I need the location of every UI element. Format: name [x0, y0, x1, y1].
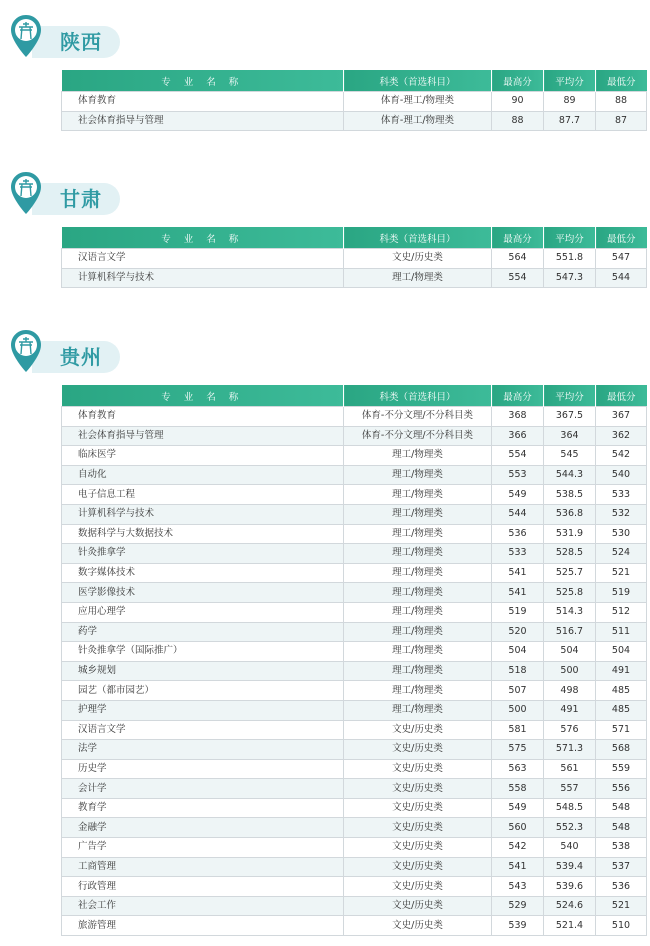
- major-cell: 体育教育: [62, 407, 344, 427]
- max-score-cell: 519: [492, 602, 544, 622]
- avg-score-cell: 552.3: [544, 818, 596, 838]
- category-cell: 文史/历史类: [344, 720, 492, 740]
- avg-score-cell: 576: [544, 720, 596, 740]
- table-header-row: [62, 70, 647, 92]
- max-score-cell: 541: [492, 583, 544, 603]
- major-cell: 城乡规划: [62, 661, 344, 681]
- table-row: [62, 838, 647, 858]
- min-score-cell: 485: [596, 681, 647, 701]
- category-cell: 理工/物理类: [344, 583, 492, 603]
- avg-score-cell: 544.3: [544, 465, 596, 485]
- major-cell: 金融学: [62, 818, 344, 838]
- min-score-cell: 540: [596, 465, 647, 485]
- major-cell: 计算机科学与技术: [62, 504, 344, 524]
- major-cell: 药学: [62, 622, 344, 642]
- max-score-cell: 533: [492, 544, 544, 564]
- major-cell: 计算机科学与技术: [62, 268, 344, 288]
- location-pin-icon: [10, 14, 42, 58]
- max-score-cell: 560: [492, 818, 544, 838]
- min-score-cell: 556: [596, 779, 647, 799]
- avg-score-cell: 525.8: [544, 583, 596, 603]
- column-header-max: 最高分: [492, 385, 544, 407]
- table-row: [62, 92, 647, 112]
- table-header-row: [62, 227, 647, 249]
- max-score-cell: 507: [492, 681, 544, 701]
- major-cell: 应用心理学: [62, 602, 344, 622]
- min-score-cell: 510: [596, 916, 647, 936]
- province-header: [0, 171, 650, 221]
- table-row: [62, 563, 647, 583]
- min-score-cell: 542: [596, 446, 647, 466]
- max-score-cell: 539: [492, 916, 544, 936]
- major-cell: 针灸推拿学（国际推广）: [62, 642, 344, 662]
- table-row: [62, 877, 647, 897]
- min-score-cell: 538: [596, 838, 647, 858]
- major-cell: 数据科学与大数据技术: [62, 524, 344, 544]
- table-row: [62, 544, 647, 564]
- major-cell: 教育学: [62, 798, 344, 818]
- table-row: [62, 642, 647, 662]
- min-score-cell: 519: [596, 583, 647, 603]
- province-name: 陕西: [60, 30, 102, 54]
- column-header-category: 科类（首选科目）: [344, 227, 492, 249]
- max-score-cell: 581: [492, 720, 544, 740]
- avg-score-cell: 524.6: [544, 896, 596, 916]
- major-cell: 行政管理: [62, 877, 344, 897]
- table-row: [62, 622, 647, 642]
- avg-score-cell: 547.3: [544, 268, 596, 288]
- category-cell: 理工/物理类: [344, 446, 492, 466]
- category-cell: 理工/物理类: [344, 544, 492, 564]
- min-score-cell: 491: [596, 661, 647, 681]
- category-cell: 理工/物理类: [344, 504, 492, 524]
- major-cell: 自动化: [62, 465, 344, 485]
- column-header-max: 最高分: [492, 227, 544, 249]
- major-cell: 数字媒体技术: [62, 563, 344, 583]
- major-cell: 旅游管理: [62, 916, 344, 936]
- column-header-major: 专 业 名 称: [62, 70, 344, 92]
- avg-score-cell: 491: [544, 700, 596, 720]
- min-score-cell: 504: [596, 642, 647, 662]
- max-score-cell: 504: [492, 642, 544, 662]
- category-cell: 体育-理工/物理类: [344, 111, 492, 131]
- max-score-cell: 564: [492, 249, 544, 269]
- min-score-cell: 87: [596, 111, 647, 131]
- category-cell: 理工/物理类: [344, 681, 492, 701]
- avg-score-cell: 498: [544, 681, 596, 701]
- table-row: [62, 759, 647, 779]
- table-row: [62, 524, 647, 544]
- min-score-cell: 521: [596, 896, 647, 916]
- column-header-min: 最低分: [596, 227, 647, 249]
- category-cell: 理工/物理类: [344, 465, 492, 485]
- major-cell: 园艺（都市园艺）: [62, 681, 344, 701]
- table-row: [62, 740, 647, 760]
- max-score-cell: 549: [492, 485, 544, 505]
- major-cell: 社会体育指导与管理: [62, 426, 344, 446]
- column-header-avg: 平均分: [544, 70, 596, 92]
- major-cell: 医学影像技术: [62, 583, 344, 603]
- table-row: [62, 485, 647, 505]
- major-cell: 法学: [62, 740, 344, 760]
- min-score-cell: 536: [596, 877, 647, 897]
- avg-score-cell: 551.8: [544, 249, 596, 269]
- max-score-cell: 90: [492, 92, 544, 112]
- province-section-guizhou: [0, 329, 650, 931]
- min-score-cell: 511: [596, 622, 647, 642]
- category-cell: 文史/历史类: [344, 759, 492, 779]
- avg-score-cell: 561: [544, 759, 596, 779]
- avg-score-cell: 545: [544, 446, 596, 466]
- province-section-gansu: [0, 171, 650, 283]
- province-header: [0, 329, 650, 379]
- avg-score-cell: 367.5: [544, 407, 596, 427]
- avg-score-cell: 557: [544, 779, 596, 799]
- min-score-cell: 485: [596, 700, 647, 720]
- table-row: [62, 779, 647, 799]
- column-header-avg: 平均分: [544, 227, 596, 249]
- category-cell: 文史/历史类: [344, 896, 492, 916]
- min-score-cell: 544: [596, 268, 647, 288]
- table-row: [62, 700, 647, 720]
- avg-score-cell: 538.5: [544, 485, 596, 505]
- major-cell: 社会工作: [62, 896, 344, 916]
- category-cell: 体育-不分文理/不分科目类: [344, 426, 492, 446]
- max-score-cell: 541: [492, 563, 544, 583]
- min-score-cell: 533: [596, 485, 647, 505]
- location-pin-icon: [10, 171, 42, 215]
- score-table: [61, 227, 647, 288]
- min-score-cell: 537: [596, 857, 647, 877]
- table-row: [62, 798, 647, 818]
- column-header-category: 科类（首选科目）: [344, 70, 492, 92]
- table-row: [62, 857, 647, 877]
- major-cell: 体育教育: [62, 92, 344, 112]
- max-score-cell: 541: [492, 857, 544, 877]
- min-score-cell: 512: [596, 602, 647, 622]
- major-cell: 护理学: [62, 700, 344, 720]
- category-cell: 体育-不分文理/不分科目类: [344, 407, 492, 427]
- min-score-cell: 367: [596, 407, 647, 427]
- table-row: [62, 720, 647, 740]
- avg-score-cell: 539.4: [544, 857, 596, 877]
- max-score-cell: 554: [492, 268, 544, 288]
- category-cell: 理工/物理类: [344, 485, 492, 505]
- min-score-cell: 548: [596, 798, 647, 818]
- province-name: 贵州: [60, 345, 102, 369]
- column-header-min: 最低分: [596, 70, 647, 92]
- category-cell: 文史/历史类: [344, 798, 492, 818]
- category-cell: 文史/历史类: [344, 779, 492, 799]
- avg-score-cell: 516.7: [544, 622, 596, 642]
- min-score-cell: 88: [596, 92, 647, 112]
- table-row: [62, 583, 647, 603]
- table-row: [62, 407, 647, 427]
- table-row: [62, 426, 647, 446]
- table-row: [62, 661, 647, 681]
- major-cell: 电子信息工程: [62, 485, 344, 505]
- min-score-cell: 521: [596, 563, 647, 583]
- province-section-shaanxi: [0, 14, 650, 126]
- avg-score-cell: 548.5: [544, 798, 596, 818]
- province-name: 甘肃: [60, 187, 102, 211]
- min-score-cell: 548: [596, 818, 647, 838]
- max-score-cell: 558: [492, 779, 544, 799]
- column-header-major: 专 业 名 称: [62, 385, 344, 407]
- category-cell: 文史/历史类: [344, 877, 492, 897]
- max-score-cell: 88: [492, 111, 544, 131]
- avg-score-cell: 504: [544, 642, 596, 662]
- column-header-avg: 平均分: [544, 385, 596, 407]
- major-cell: 社会体育指导与管理: [62, 111, 344, 131]
- max-score-cell: 520: [492, 622, 544, 642]
- category-cell: 理工/物理类: [344, 642, 492, 662]
- major-cell: 针灸推拿学: [62, 544, 344, 564]
- max-score-cell: 554: [492, 446, 544, 466]
- table-row: [62, 681, 647, 701]
- major-cell: 临床医学: [62, 446, 344, 466]
- table-row: [62, 249, 647, 269]
- table-row: [62, 465, 647, 485]
- max-score-cell: 536: [492, 524, 544, 544]
- table-row: [62, 896, 647, 916]
- column-header-major: 专 业 名 称: [62, 227, 344, 249]
- min-score-cell: 532: [596, 504, 647, 524]
- category-cell: 理工/物理类: [344, 524, 492, 544]
- max-score-cell: 518: [492, 661, 544, 681]
- category-cell: 理工/物理类: [344, 661, 492, 681]
- category-cell: 理工/物理类: [344, 602, 492, 622]
- avg-score-cell: 540: [544, 838, 596, 858]
- major-cell: 汉语言文学: [62, 720, 344, 740]
- max-score-cell: 549: [492, 798, 544, 818]
- major-cell: 广告学: [62, 838, 344, 858]
- avg-score-cell: 571.3: [544, 740, 596, 760]
- max-score-cell: 368: [492, 407, 544, 427]
- avg-score-cell: 521.4: [544, 916, 596, 936]
- table-header-row: [62, 385, 647, 407]
- category-cell: 文史/历史类: [344, 249, 492, 269]
- max-score-cell: 563: [492, 759, 544, 779]
- max-score-cell: 575: [492, 740, 544, 760]
- max-score-cell: 553: [492, 465, 544, 485]
- min-score-cell: 362: [596, 426, 647, 446]
- category-cell: 文史/历史类: [344, 818, 492, 838]
- min-score-cell: 568: [596, 740, 647, 760]
- table-row: [62, 111, 647, 131]
- category-cell: 理工/物理类: [344, 563, 492, 583]
- min-score-cell: 559: [596, 759, 647, 779]
- min-score-cell: 530: [596, 524, 647, 544]
- min-score-cell: 547: [596, 249, 647, 269]
- major-cell: 会计学: [62, 779, 344, 799]
- avg-score-cell: 539.6: [544, 877, 596, 897]
- column-header-max: 最高分: [492, 70, 544, 92]
- category-cell: 文史/历史类: [344, 857, 492, 877]
- category-cell: 体育-理工/物理类: [344, 92, 492, 112]
- avg-score-cell: 87.7: [544, 111, 596, 131]
- avg-score-cell: 536.8: [544, 504, 596, 524]
- max-score-cell: 542: [492, 838, 544, 858]
- column-header-category: 科类（首选科目）: [344, 385, 492, 407]
- category-cell: 理工/物理类: [344, 700, 492, 720]
- major-cell: 历史学: [62, 759, 344, 779]
- min-score-cell: 571: [596, 720, 647, 740]
- table-row: [62, 818, 647, 838]
- major-cell: 工商管理: [62, 857, 344, 877]
- major-cell: 汉语言文学: [62, 249, 344, 269]
- category-cell: 理工/物理类: [344, 622, 492, 642]
- avg-score-cell: 89: [544, 92, 596, 112]
- table-row: [62, 268, 647, 288]
- avg-score-cell: 531.9: [544, 524, 596, 544]
- avg-score-cell: 514.3: [544, 602, 596, 622]
- table-row: [62, 504, 647, 524]
- max-score-cell: 500: [492, 700, 544, 720]
- avg-score-cell: 364: [544, 426, 596, 446]
- max-score-cell: 544: [492, 504, 544, 524]
- category-cell: 文史/历史类: [344, 838, 492, 858]
- table-row: [62, 916, 647, 936]
- table-row: [62, 446, 647, 466]
- avg-score-cell: 528.5: [544, 544, 596, 564]
- table-row: [62, 602, 647, 622]
- score-table: [61, 385, 647, 936]
- max-score-cell: 529: [492, 896, 544, 916]
- max-score-cell: 366: [492, 426, 544, 446]
- max-score-cell: 543: [492, 877, 544, 897]
- score-table: [61, 70, 647, 131]
- category-cell: 文史/历史类: [344, 916, 492, 936]
- avg-score-cell: 500: [544, 661, 596, 681]
- min-score-cell: 524: [596, 544, 647, 564]
- column-header-min: 最低分: [596, 385, 647, 407]
- category-cell: 理工/物理类: [344, 268, 492, 288]
- category-cell: 文史/历史类: [344, 740, 492, 760]
- location-pin-icon: [10, 329, 42, 373]
- avg-score-cell: 525.7: [544, 563, 596, 583]
- province-header: [0, 14, 650, 64]
